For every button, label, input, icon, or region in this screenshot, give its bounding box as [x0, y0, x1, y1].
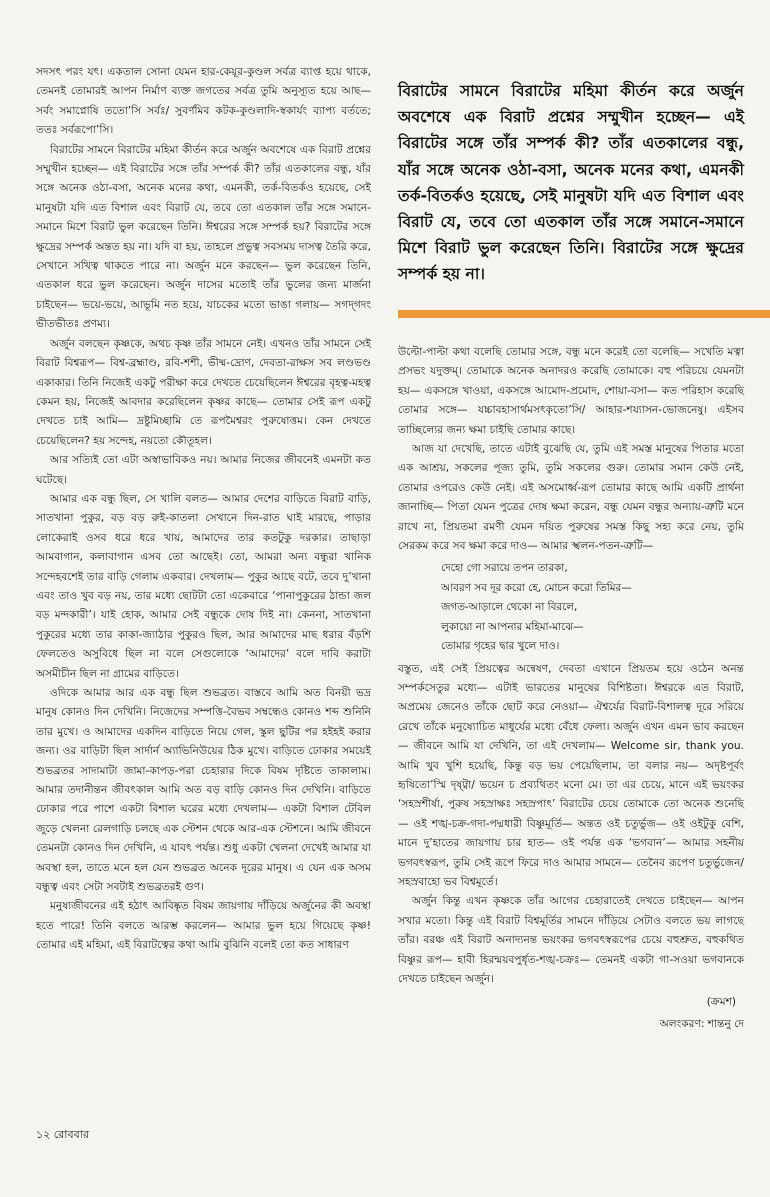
paragraph: ওদিকে আমার আর এক বন্ধু ছিল শুভব্রত। বাস্তবে আমি অত বিনয়ী ভদ্র মানুষ কোনও দিন দেখিনি। নিজেদের সম্পত্তি-বৈভব সম্বন্ধেও কোনও শব্দ শুনিনি তার মুখে। ও আমাদের একদিন বাড়িতে নিয়ে গেল, স্কুল ছুটির পর হইহই করার জন্য। ওর বাড়িটা ছিল সার্দার্ন অ্যাভিনিউয়ের ঠিক মুখে। বাড়িতে ঢোকার সময়েই শুভব্রতর সাদামাটা জামা-কাপড়-পরা চেহারার দিকে বিষম দৃষ্টিতে তাকালাম। আমার তদানীন্তন জীবৎকাল আমি অত বড় বাড়ি কোনও দিন দেখিনি। বাড়িতে ঢোকার পরে পাশে একটা বিশাল ঘরের মধ্যে দেখলাম— একটা বিশাল টেবিল জুড়ে খেলনা রেলগাড়ি চলছে এক স্টেশন থেকে আর-এক স্টেশনে। আমি জীবনে তেমনটা কোনও দিন দেখিনি, এ যাবৎ পর্যন্ত। শুধু একটা খেলনা দেখেই আমার যা অবস্থা হল, তাতে মনে হল যেন শুভব্রত অনেক দূরের মানুষ। এ যেন এক অসম বন্ধুত্ব এবং সেটা সবটাই শুভব্রতরই গুণ। [36, 687, 371, 894]
paragraph: অর্জুন বলছেন কৃষ্ণকে, অথচ কৃষ্ণ তাঁর সামনে নেই। এখনও তাঁর সামনে সেই বিরাট বিশ্বরূপ— বিশ্ব-ব্রহ্মাণ্ড, রবি-শশী, ভীষ্ম-দ্রোণ, দেবতা-রাক্ষস সব লণ্ডভণ্ড একাকার। তিনি নিজেই একটু পরীক্ষা করে দেখতে চেয়েছিলেন ঈশ্বরের বৃহত্ব-মহত্ব কেমন হয়, নিজেই আবদার করেছিলেন কৃষ্ণর কাছে— তোমার সেই রূপ একটু দেখতে চাই আমি— দ্রষ্টুমিচ্ছামি তে রূপমৈশ্বরং পুরুষোত্তম। কেন দেখতে চেয়েছিলেন? হয় সন্দেহ, নয়তো কৌতূহল। [36, 337, 371, 447]
verse-line: দেহো গো সরায়ে তপন তারকা, [441, 562, 568, 575]
pull-quote: বিরাটের সামনে বিরাটের মহিমা কীর্তন করে অর্জুন অবশেষে এক বিরাট প্রশ্নের সম্মুখীন হচ্ছেন— এই বিরাটের সঙ্গে তাঁর সম্পর্ক কী? তাঁর এতকালের বন্ধু, যাঁর সঙ্গে অনেক ওঠা-বসা, অনেক মনের কথা, এমনকী তর্ক-বিতর্কও হয়েছে, সেই মানুষটা যদি এত বিশাল এবং বিরাট যে, তবে তো এতকাল তাঁর সঙ্গে সমানে-সমানে মিশে বিরাট ভুল করেছেন তিনি। বিরাটের সঙ্গে ক্ষুদ্রের সম্পর্ক হয় না। [398, 82, 744, 284]
left-column [36, 63, 371, 956]
paragraph: মনুষ্যজীবনের এই হঠাৎ আবিষ্কৃত বিষম জায়গায় দাঁড়িয়ে অর্জুনের কী অবস্থা হতে পারে! তিনি বলতে আরম্ভ করলেন— আমার ভুল হয়ে গিয়েছে কৃষ্ণ! তোমার এই মহিমা, এই বিরাটত্বের কথা আমি বুঝিনি বলেই তো কত সাধারণ [36, 900, 371, 952]
paragraph: অর্জুন কিন্তু এখন কৃষ্ণকে তাঁর আগের চেহারাতেই দেখতে চাইছেন— আপন সখার মতো। কিন্তু এই বিরাট বিশ্বমূর্তির সামনে দাঁড়িয়ে সেটাও বলতে ভয় লাগছে তাঁর। বরঞ্চ এই বিরাট অনাদ্যনন্ত ভয়ংকর ভগবৎস্বরূপের চেয়ে বহুশ্রুত, বহুকথিত বিষ্ণুর রূপ— হাবী হিরন্ময়বপুর্ধৃত-শঙ্খ-চক্রঃ— তেমনই একটা গা-সওয়া ভগবানকে দেখতে চাইছেন অর্জুন। [398, 895, 744, 985]
paragraph: উল্টো-পাল্টা কথা বলেছি তোমার সঙ্গে, বন্ধু মনে করেই তো বলেছি— সখেতি মত্বা প্রসভং যদুক্তম্। তোমাকে অনেক অনাদরও করেছি তোমাকে। বহু পরিচয়ে যেমনটা হয়— একসঙ্গে খাওয়া, একসঙ্গে আমোদ-প্রমোদ, শোয়া-বসা— কত পরিহাস করেছি তোমার সঙ্গে— যচ্চাবহাসার্থমসৎকৃতো’সি/ আহার-শয্যাসন-ভোজনেষু। এইসব তাচ্ছিল্যের জন্য ক্ষমা চাইছি তোমার কাছে। [398, 346, 744, 436]
verse-block [441, 559, 744, 656]
illustration-credit: অলংকরণ: শান্তনু দে [659, 1017, 744, 1030]
paragraph: সদসৎ পরং যৎ। একতাল সোনা যেমন হার-কেয়ূর-কুণ্ডল সর্বত্র ব্যাপ্ত হয়ে থাকে, তেমনই তোমারই আপন নির্মাণ ব্যক্ত জগতের সর্বত্র তুমি অনুস্যূত হয়ে আছ— সর্বং সমাপ্নোষি ততো’সি সর্বঃ/ সুবর্ণমিব কটক-কুণ্ডলাদি-স্বকার্যং ব্যাপ্য বর্ততে; ততঃ সর্বরূপো’সি। [36, 66, 371, 137]
verse-line: লুকায়ো না আপনার মহিমা-মাঝে— [441, 620, 584, 633]
page-folio: ১২ রোববার [36, 1128, 89, 1141]
verse-line: আবরণ সব দূর করো হে, মোচন করো তিমির— [441, 581, 632, 594]
paragraph: আর সত্যিই তো এটা অস্বাভাবিকও নয়। আমার নিজের জীবনেই এমনটা কত ঘটেছে। [36, 454, 371, 486]
right-column [398, 343, 744, 1034]
paragraph: আজ যা দেখেছি, তাতে এটাই বুঝেছি যে, তুমি এই সমস্ত মানুষের পিতার মতো এক আশ্রয়, সকলের পূজ্য তুমি, তুমি সকলের গুরু। তোমার সমান কেউ নেই, তোমার ওপরেও কেউ নেই। এই অসমোর্ধ্ব-রূপ তোমার কাছে আমি একটি প্রার্থনা জানাচ্ছি— পিতা যেমন পুত্রের দোষ ক্ষমা করেন, বন্ধু যেমন বন্ধুর অন্যায়-ত্রুটি মনে রাখে না, প্রিয়তমা রমণী যেমন দয়িত পুরুষের সমস্ত কিছু সহ্য করে নেয়, তুমি সেরকম করে সব ক্ষমা করে দাও— আমার স্খলন-পতন-ত্রুটি— [398, 443, 744, 553]
paragraph: আমার এক বন্ধু ছিল, সে খালি বলত— আমার দেশের বাড়িতে বিরাট বাড়ি, সাতখানা পুকুর, বড় বড় রুই-কাতলা সেখানে দিন-রাত ঘাই মারছে, পাড়ার লোকেরাই ওসব ধরে ধরে খায়, আমাদের তার কতটুকু দরকার। তাছাড়া আমবাগান, কলাবাগান এসব তো আছেই। তো, আমরা অন্য বন্ধুরা খানিক সন্দেহবশেই তার বাড়ি গেলাম একবার। দেখলাম— পুকুর আছে বটে, তবে দু’খানা এবং তাও খুব বড় নয়, তার মধ্যে ছোটটা তো একেবারে ‘পানাপুকুরের ঠান্ডা জল বড় মন্দকারী’। যাই হোক, আমার সেই বন্ধুকে দোষ দিই না। কেননা, সাতখানা পুকুরের মধ্যে তার কাকা-জ্যাঠার পুকুরও ছিল, আর আমাদের মাছ ধরার বঁড়শি ফেলতেও অসুবিধে ছিল না বলে সেগুলোকে ‘আমাদের’ বলে দাবি করাটা অসমীচীন ছিল না গ্রামের বাড়িতে। [36, 492, 371, 680]
accent-rule [398, 310, 770, 318]
paragraph: বস্তুত, এই সেই প্রিয়ত্বের অন্বেষণ, দেবতা এখানে প্রিয়তম হয়ে ওঠেন অনন্ত সম্পর্কসেতুর মধ্যে— এটাই ভারতের মানুষের বিশিষ্টতা। ঈশ্বরকে এত বিরাট, অপ্রমেয় জেনেও তাঁকে ছোট করে নেওয়া— ঐশ্বর্যের বিরাট-বিশালত্ব দূরে সরিয়ে রেখে তাঁকে মনুষ্যোচিত মাধুর্যের মধ্যে বেঁধে ফেলা। অর্জুন এখন এমন ভাব করছেন— জীবনে আমি যা দেখিনি, তা এই দেখলাম— Welcome sir, thank you. আমি খুব খুশি হয়েছি, কিন্তু বড় ভয় পেয়েছিলাম, তা বলার নয়— অদৃষ্টপূর্বং হৃষিতো’স্মি দৃষ্ট্বা/ ভয়েন চ প্রব্যথিতং মনো মে। তা এর চেয়ে, মানে এই ভয়ংকর ‘সহস্রশীর্ষা, পুরুষ সহস্রাক্ষঃ সহস্রপাৎ’ বিরাটের চেয়ে তোমাকে তো অনেক শুনেছি— ওই শঙ্খ-চক্র-গদা-পদ্মধারী বিষ্ণুমূর্তি— অন্তত ওই চতুর্ভুজ— ওই ওইটুকু বেশি, মানে দু’হাতের জায়গায় চার হাত— ওই পর্যন্ত এক ‘ভগবান’— আমার সহনীয় ভগবৎস্বরূপ, তুমি সেই রূপে ফিরে দাও আমার সামনে— তেনৈব রূপেণ চতুর্ভুজেন/ সহস্রবাহো ভব বিশ্বমূর্তে। [398, 662, 744, 888]
verse-line: তোমার গৃহের দ্বার খুলে দাও। [441, 640, 560, 653]
verse-line: জগত-আড়ালে থেকো না বিরলে, [441, 601, 578, 614]
serial-note: (ক্রমশ) [706, 996, 736, 1009]
paragraph: বিরাটের সামনে বিরাটের মহিমা কীর্তন করে অর্জুন অবশেষে এক বিরাট প্রশ্নের সম্মুখীন হচ্ছেন— এই বিরাটের সঙ্গে তাঁর সম্পর্ক কী? তাঁর এতকালের বন্ধু, যাঁর সঙ্গে অনেক ওঠা-বসা, অনেক মনের কথা, এমনকী, তর্ক-বিতর্কও হয়েছে, সেই মানুষটা যদি এত বিশাল এবং বিরাট যে, তবে তো এতকাল তাঁর সঙ্গে সমানে-সমানে মিশে বিরাট ভুল করেছেন তিনি। ঈশ্বরের সঙ্গে সম্পর্ক হয়? বিরাটের সঙ্গে ক্ষুদ্রের সম্পর্ক অন্তত হয় না। যদি বা হয়, তাহলে প্রভুত্ব সবসময় দাসত্ব তৈরি করে, সেখানে সখিত্ব থাকতে পারে না। অর্জুন মনে করছেন— ভুল করেছেন তিনি, এতকাল ধরে ভুল করেছেন। অর্জুন দাসের মতোই তাঁর ভুলের জন্য মার্জনা চাইছেন— ভয়ে-ভয়ে, আভূমি নত হয়ে, যাচকের মতো ভাঙা গলায়— সগদ্‌গদং ভীতভীতঃ প্রণম্য। [36, 143, 371, 331]
